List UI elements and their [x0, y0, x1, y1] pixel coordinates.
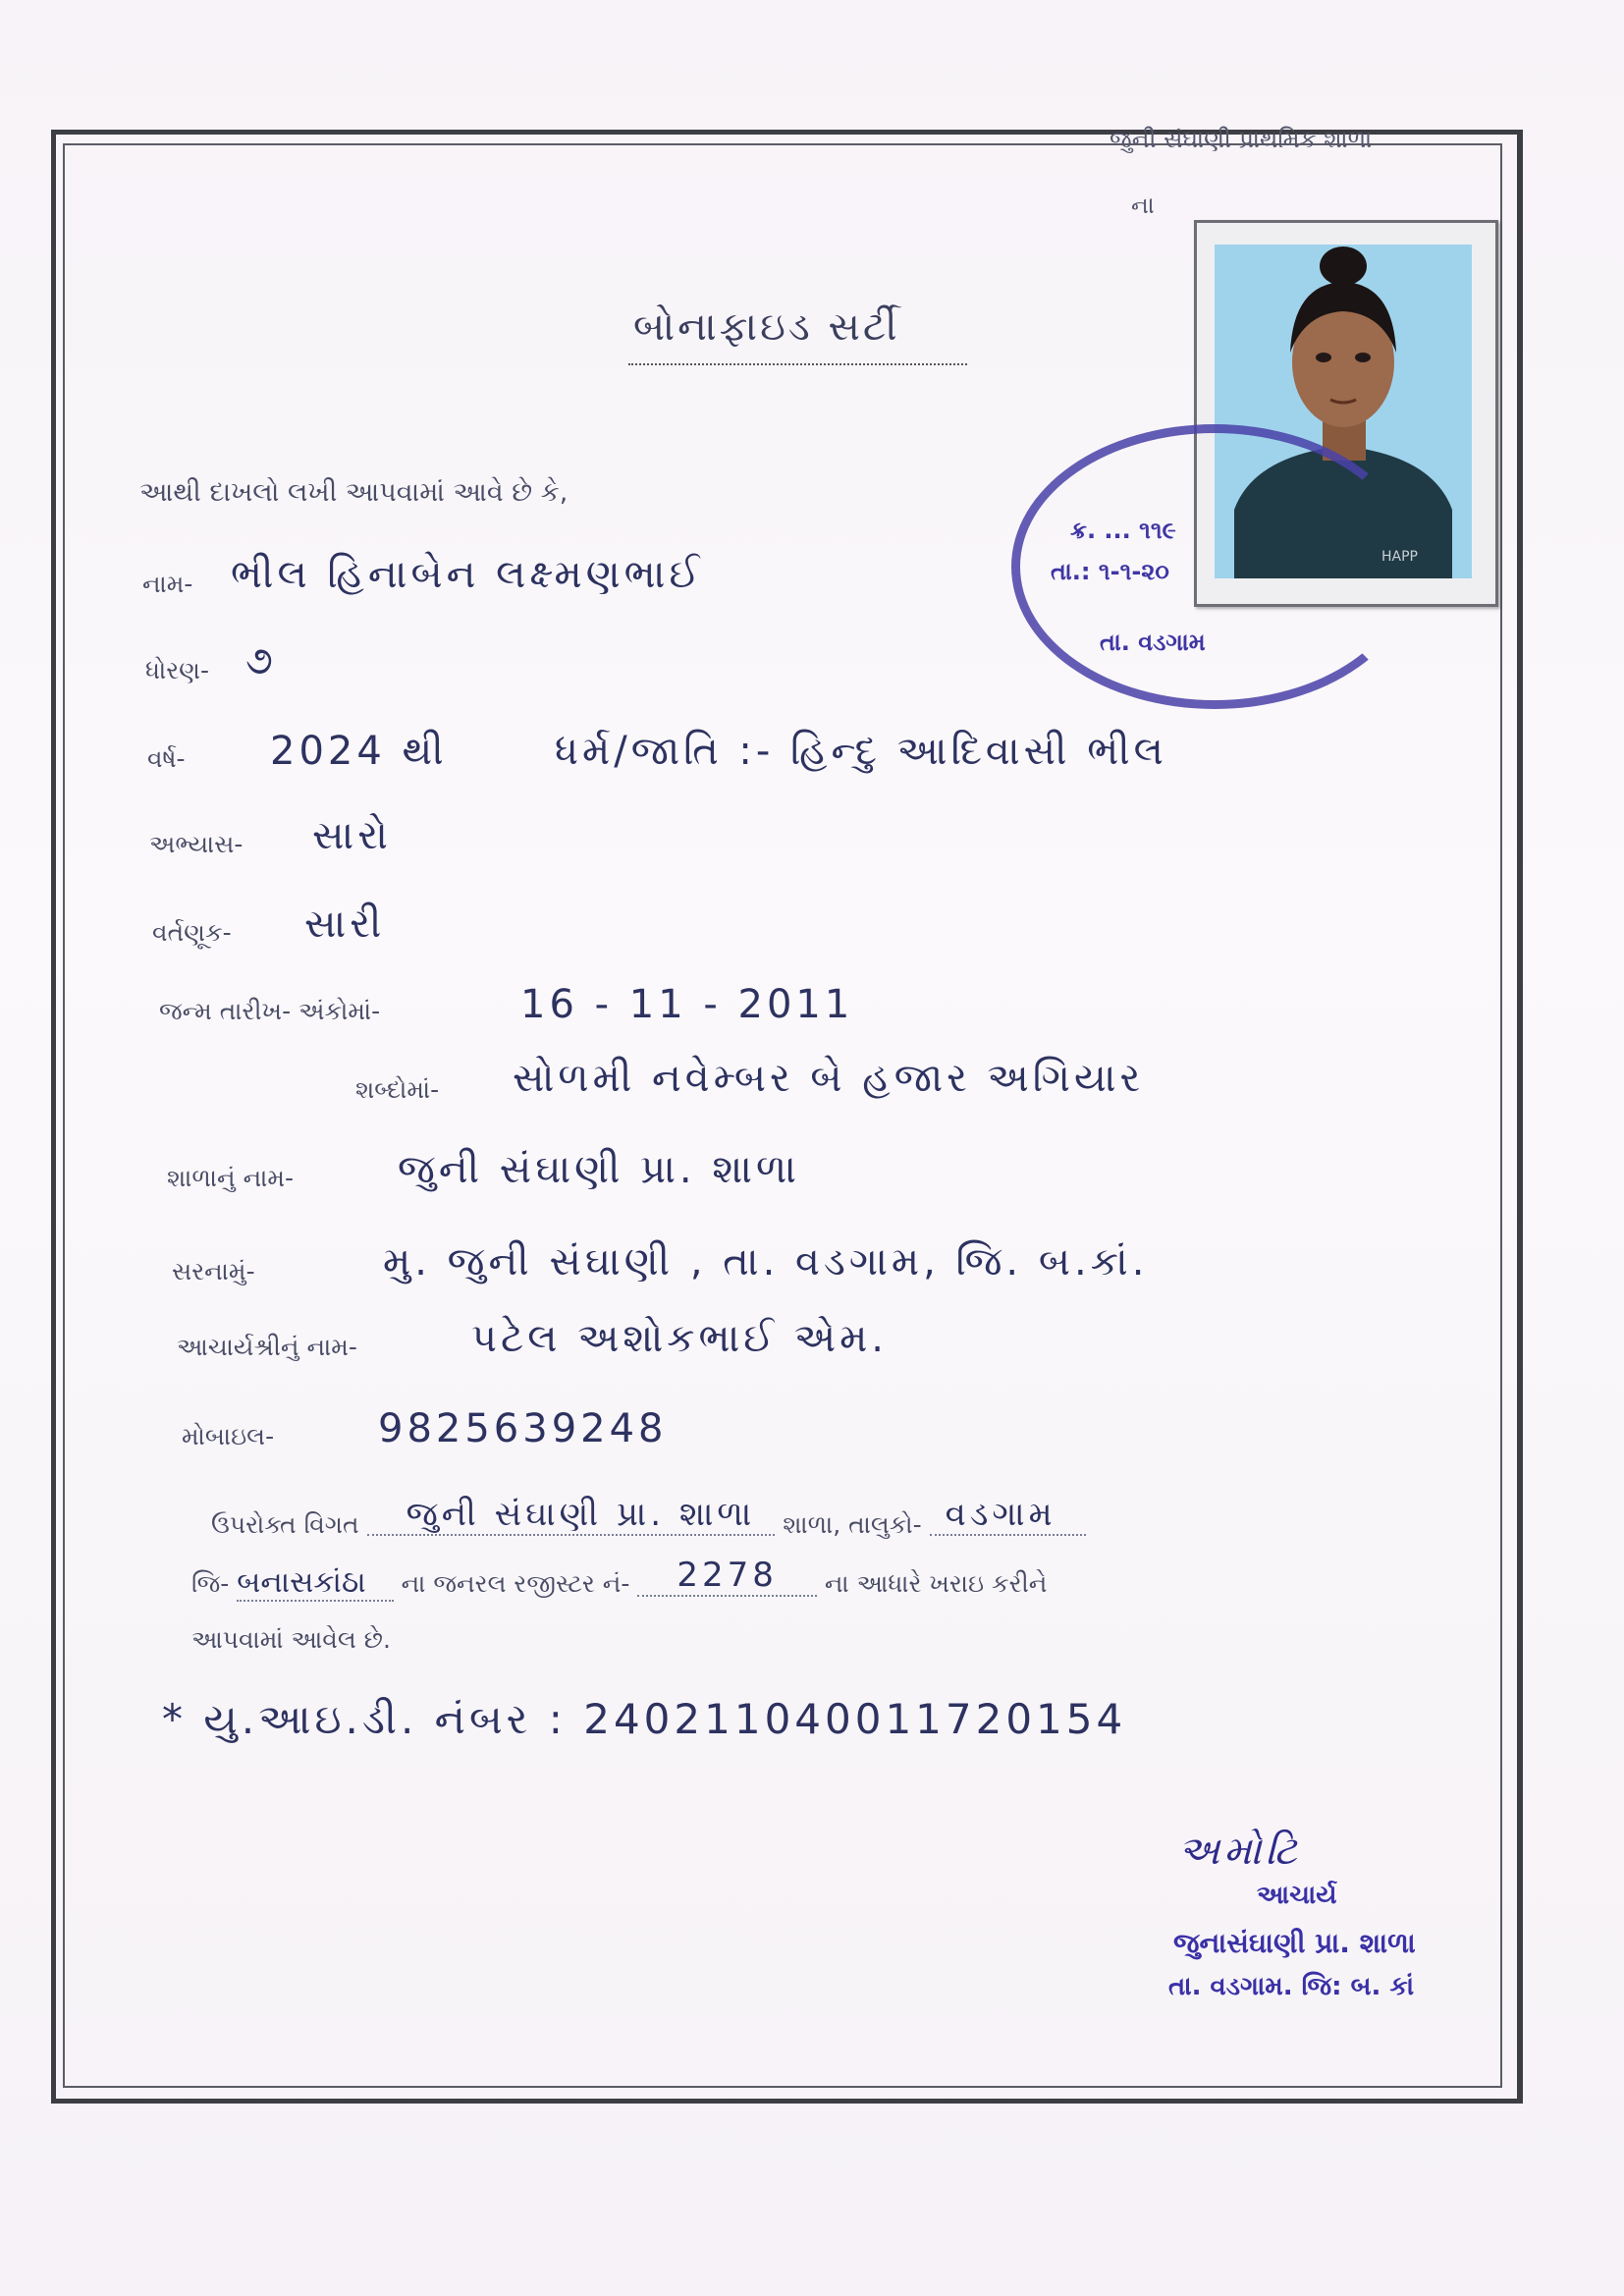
signature-title: આચાર્ય	[1257, 1881, 1337, 1910]
religion-value: ધર્મ/જાતિ :- હિન્દુ આદિવાસી ભીલ	[555, 729, 1167, 774]
intro-text: આથી દાખલો લખી આપવામાં આવે છે કે,	[139, 477, 568, 508]
seal-line-3: તા. વડગામ	[1100, 629, 1206, 656]
address-label: સરનામું-	[172, 1257, 255, 1285]
conduct-value: સારી	[304, 902, 386, 947]
small-mark: ના	[1131, 191, 1155, 219]
address-value: મુ. જુની સંઘાણી , તા. વડગામ, જિ. બ.કાં.	[383, 1239, 1149, 1285]
verify-register-pre: ના જનરલ રજીસ્ટર નં-	[401, 1569, 630, 1598]
verify-school: જુની સંઘાણી પ્રા. શાળા	[367, 1495, 776, 1536]
verify-district: બનાસકાંઠા	[237, 1565, 393, 1602]
school-header-stamp: જુની સંઘાણી પ્રાથમિક શાળા	[1110, 126, 1373, 153]
verify-register-post: ના આધારે ખરાઇ કરીને	[824, 1569, 1048, 1598]
school-name-value: જુની સંઘાણી પ્રા. શાળા	[398, 1147, 800, 1192]
certificate-title: બોનાફાઇડ સર્ટી	[633, 304, 900, 350]
std-value: ૭	[245, 638, 277, 683]
title-underline	[628, 363, 967, 365]
study-value: સારો	[312, 813, 392, 858]
mobile-label: મોબાઇલ-	[182, 1422, 275, 1450]
dob-label: જન્મ તારીખ- અંકોમાં-	[159, 997, 381, 1025]
verify-register-number: 2278	[637, 1556, 817, 1597]
signature-place: તા. વડગામ. જિ: બ. કાં	[1168, 1972, 1415, 2001]
study-label: અભ્યાસ-	[149, 830, 244, 858]
name-label: નામ-	[142, 570, 193, 598]
uid-number: * યુ.આઇ.ડી. નંબર : 240211040011720154	[162, 1695, 1127, 1743]
signature-school: જુનાસંઘાણી પ્રા. શાળા	[1173, 1927, 1416, 1959]
conduct-label: વર્તણૂક-	[152, 918, 232, 947]
std-label: ધોરણ-	[145, 656, 209, 684]
principal-label: આચાર્યશ્રીનું નામ-	[177, 1333, 357, 1361]
mobile-value: 9825639248	[378, 1406, 668, 1451]
verification-line-3: આપવામાં આવેલ છે.	[191, 1625, 391, 1654]
seal-line-2: તા.: ૧-૧-૨૦	[1051, 558, 1169, 585]
name-value: ભીલ હિનાબેન લક્ષ્મણભાઈ	[231, 552, 704, 597]
verify-taluka: વડગામ	[930, 1495, 1086, 1536]
year-label: વર્ષ-	[147, 744, 186, 773]
year-value: 2024 થી	[270, 729, 448, 774]
verify-mid: શાળા, તાલુકો-	[783, 1510, 922, 1539]
dob-words-label: શબ્દોમાં-	[355, 1075, 440, 1104]
seal-line-1: ક્ર. ... ૧૧૯	[1070, 517, 1176, 544]
principal-signature: અમોટિ	[1178, 1829, 1301, 1874]
dob-value: 16 - 11 - 2011	[520, 982, 854, 1027]
dob-words-value: સોળમી નવેમ્બર બે હજાર અગિયાર	[513, 1056, 1145, 1101]
verify-district-pre: જિ-	[191, 1569, 230, 1598]
verification-line-2	[191, 1556, 1048, 1603]
verification-line-1	[211, 1495, 1086, 1544]
verify-pre: ઉપરોક્ત વિગત	[211, 1510, 359, 1539]
school-name-label: શાળાનું નામ-	[167, 1164, 295, 1192]
principal-value: પટેલ અશોકભાઈ એમ.	[471, 1316, 889, 1361]
svg-text:HAPP: HAPP	[1381, 549, 1418, 565]
